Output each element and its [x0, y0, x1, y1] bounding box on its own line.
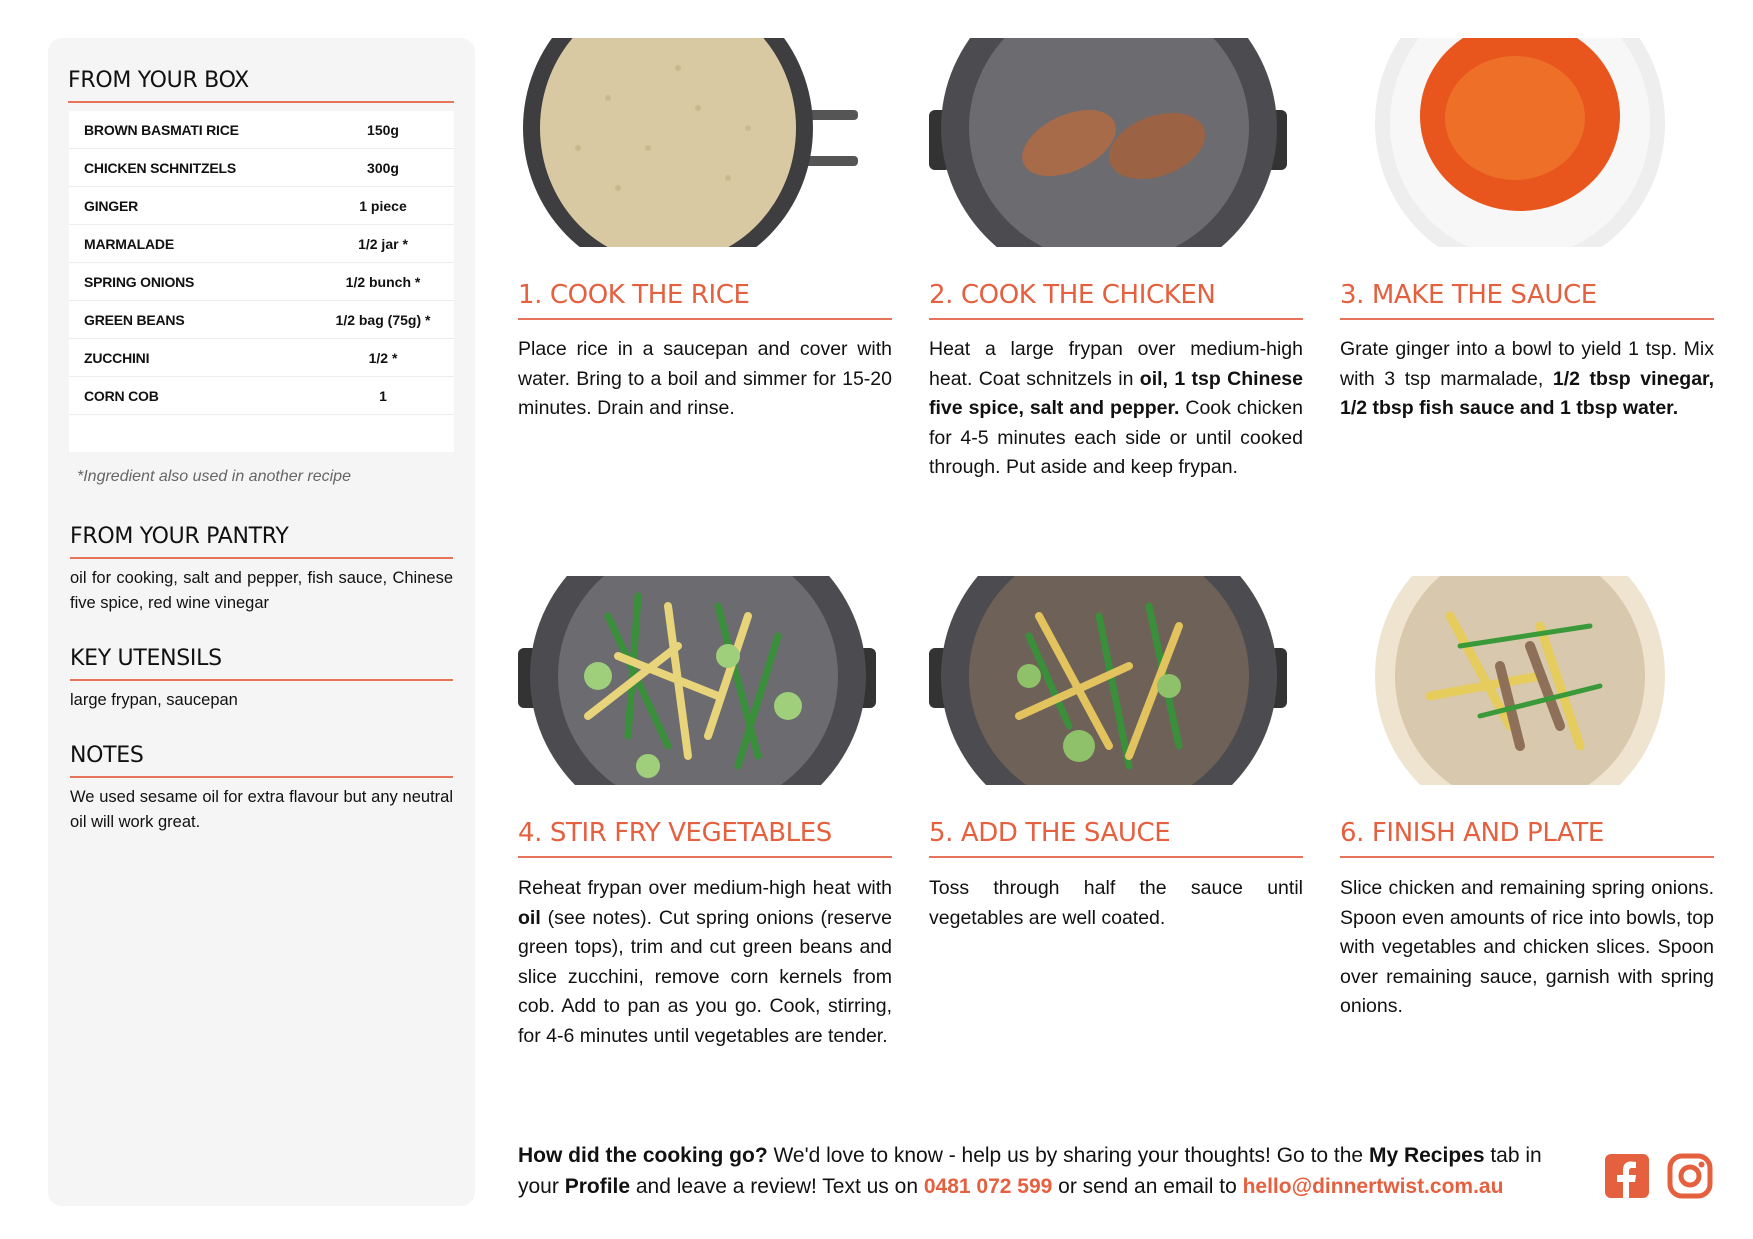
feedback-text-2: tab in your	[518, 1144, 1542, 1198]
rice-pot-photo-icon	[518, 38, 880, 247]
ingredient-qty: 1/2 bunch *	[345, 273, 421, 290]
chicken-pan-photo-icon	[929, 38, 1291, 247]
email-link[interactable]: hello@dinnertwist.com.au	[1242, 1175, 1504, 1198]
step-5-title: 5. ADD THE SAUCE	[929, 818, 1303, 858]
feedback-text-3: and leave a review! Text us on	[630, 1175, 924, 1198]
ingredients-table	[69, 111, 454, 452]
step-5-text	[929, 874, 1303, 933]
ingredient-name: MARMALADE	[84, 235, 174, 252]
step-2-text	[929, 335, 1303, 483]
step-3-title: 3. MAKE THE SAUCE	[1340, 280, 1714, 320]
step-3-text	[1340, 335, 1714, 424]
ingredient-blank-row	[69, 415, 454, 452]
plated-dish-photo-icon	[1340, 576, 1702, 785]
ingredient-row	[69, 377, 454, 415]
ingredient-row	[69, 225, 454, 263]
pantry-text: oil for cooking, salt and pepper, fish sauce, Chinese five spice, red wine vinegar	[70, 569, 453, 612]
ingredient-row	[69, 187, 454, 225]
sauce-bowl-photo-icon	[1340, 38, 1702, 247]
ingredient-qty: 1 piece	[359, 197, 407, 214]
sidebar	[48, 38, 475, 1206]
ingredient-qty: 1/2 *	[368, 349, 398, 366]
step-text-part: Heat a large frypan over medium-high heat. Coat schnitzels in	[929, 338, 1303, 390]
ingredient-name: GINGER	[84, 197, 139, 214]
ingredient-footnote: *Ingredient also used in another recipe	[77, 468, 351, 485]
profile-label: Profile	[564, 1175, 631, 1198]
ingredient-name: BROWN BASMATI RICE	[84, 121, 239, 138]
feedback-footer	[518, 1140, 1578, 1202]
ingredient-name: SPRING ONIONS	[84, 273, 195, 290]
phone-link[interactable]: 0481 072 599	[923, 1175, 1053, 1198]
step-text-part: Toss through half the sauce until vegetables are well coated.	[929, 877, 1303, 929]
notes-title: NOTES	[70, 743, 453, 778]
step-1-text	[518, 335, 892, 424]
step-text-part: Slice chicken and remaining spring onions. Spoon even amounts of rice into bowls, top with vegetables and chicken slices. Spoon over remaining sauce, garnish with spring onions.	[1340, 877, 1714, 1017]
ingredient-qty: 300g	[367, 159, 399, 176]
step-text-bold: oil, 1 tsp Chinese five spice, salt and pepper.	[929, 367, 1303, 419]
from-your-box-title: FROM YOUR BOX	[68, 68, 454, 103]
notes-text: We used sesame oil for extra flavour but any neutral oil will work great.	[70, 788, 453, 831]
ingredient-row	[69, 263, 454, 301]
my-recipes-label: My Recipes	[1368, 1144, 1485, 1167]
step-text-part: (see notes). Cut spring onions (reserve green tops), trim and cut green beans and slice zucchini, remove corn kernels from cob. Add to pan as you go. Cook, stirring, for 4-6 minutes until vegetables are tender.	[518, 906, 892, 1047]
from-your-pantry-title: FROM YOUR PANTRY	[70, 524, 453, 559]
step-text-part: Grate ginger into a bowl to yield 1 tsp. Mix with 3 tsp marmalade,	[1340, 338, 1714, 390]
ingredient-qty: 1/2 bag (75g) *	[335, 311, 431, 328]
ingredient-row	[69, 149, 454, 187]
ingredient-name: CORN COB	[84, 387, 159, 404]
step-text-part: Place rice in a saucepan and cover with water. Bring to a boil and simmer for 15-20 minutes. Drain and rinse.	[518, 338, 892, 419]
step-2-title: 2. COOK THE CHICKEN	[929, 280, 1303, 320]
vegetables-pan-photo-icon	[518, 576, 880, 785]
ingredient-row	[69, 339, 454, 377]
step-6-title: 6. FINISH AND PLATE	[1340, 818, 1714, 858]
step-6-text	[1340, 874, 1714, 1022]
step-text-part: Reheat frypan over medium-high heat with	[518, 877, 892, 899]
ingredient-qty: 1/2 jar *	[358, 235, 408, 252]
key-utensils-title: KEY UTENSILS	[70, 646, 453, 681]
utensils-text: large frypan, saucepan	[70, 691, 238, 709]
ingredient-qty: 1	[379, 387, 387, 404]
sauced-vegetables-photo-icon	[929, 576, 1291, 785]
facebook-icon[interactable]	[1603, 1152, 1651, 1200]
step-1-title: 1. COOK THE RICE	[518, 280, 892, 320]
ingredient-name: CHICKEN SCHNITZELS	[84, 159, 236, 176]
feedback-question: How did the cooking go?	[518, 1144, 768, 1167]
ingredient-name: ZUCCHINI	[84, 349, 150, 366]
instagram-icon[interactable]	[1666, 1152, 1714, 1200]
ingredient-name: GREEN BEANS	[84, 311, 185, 328]
ingredient-row	[69, 111, 454, 149]
step-4-title: 4. STIR FRY VEGETABLES	[518, 818, 892, 858]
ingredient-qty: 150g	[367, 121, 399, 138]
feedback-text-1: We'd love to know - help us by sharing your thoughts! Go to the	[767, 1144, 1369, 1167]
ingredient-row	[69, 301, 454, 339]
step-4-text	[518, 874, 892, 1051]
feedback-text-4: or send an email to	[1052, 1175, 1243, 1198]
step-text-bold: oil	[518, 906, 541, 929]
step-text-bold: 1/2 tbsp vinegar, 1/2 tbsp fish sauce and 1 tbsp water.	[1340, 367, 1714, 419]
step-text-part: Cook chicken for 4-5 minutes each side or until cooked through. Put aside and keep frypan.	[929, 397, 1303, 478]
